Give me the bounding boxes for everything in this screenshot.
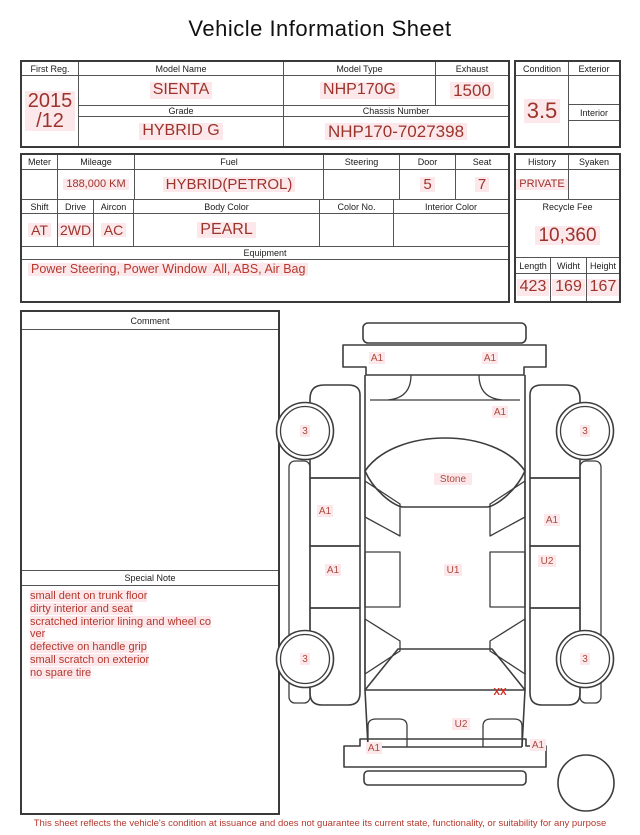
svg-text:3: 3: [302, 654, 308, 665]
special-note-label: Special Note: [22, 570, 278, 586]
interior-color-label: Interior Color: [394, 200, 508, 214]
exhaust-label: Exhaust: [436, 62, 508, 76]
main-info-table: [20, 60, 510, 148]
marker-front-bumper-right: [482, 352, 498, 364]
steering-value: [324, 170, 400, 200]
history-label: History: [516, 155, 569, 170]
marker-rear-left-door: [325, 564, 341, 576]
marker-rear-bumper-left: [366, 742, 382, 754]
height-value: 167: [587, 274, 619, 301]
body-side-lines: [365, 375, 525, 690]
color-no-value: [320, 214, 394, 247]
special-note-line: ver: [30, 628, 46, 641]
marker-rear-right-door: [538, 555, 556, 567]
syaken-value: [569, 170, 619, 200]
shift-label: Shift: [22, 200, 58, 214]
aircon-label: Aircon: [94, 200, 134, 214]
steering-label: Steering: [324, 155, 400, 170]
special-note-line: scratched interior lining and wheel co: [30, 615, 211, 628]
condition-panel: [514, 60, 621, 148]
first-reg-label: First Reg.: [22, 62, 79, 76]
history-panel: [514, 153, 621, 303]
marker-roof: [444, 564, 462, 576]
marker-front-right-wheel: [580, 425, 590, 437]
left-headlight: [388, 375, 411, 400]
door-value: 5: [400, 170, 456, 200]
recycle-fee-value: 10,360: [516, 214, 619, 258]
marker-rear-bumper-right: [530, 739, 546, 751]
interior-value: [569, 121, 619, 146]
recycle-fee-label: Recycle Fee: [542, 202, 593, 212]
svg-text:3: 3: [302, 426, 308, 437]
exterior-value: [569, 76, 619, 105]
exterior-label: Exterior: [569, 62, 619, 76]
marker-front-right-door: [544, 514, 560, 526]
body-color-value: PEARL: [134, 214, 320, 247]
meter-label: Meter: [22, 155, 58, 170]
special-note-line: small dent on trunk floor: [30, 590, 148, 602]
equipment-value: Power Steering, Power Window All, ABS, Air Bag: [22, 260, 508, 303]
marker-rear-hatch: [452, 718, 470, 730]
special-note-line: no spare tire: [30, 666, 92, 679]
drive-label: Drive: [58, 200, 94, 214]
left-side-window: [365, 552, 400, 607]
disclaimer-text: This sheet reflects the vehicle's condition at issuance and does not guarantee its current state, functionality, or suitability for any purpose: [33, 818, 607, 829]
marker-front-left-wheel: [300, 425, 310, 437]
marker-rear-left-wheel: [300, 653, 310, 665]
left-a-pillar-window: [365, 481, 400, 536]
model-type-label: Model Type: [284, 62, 436, 76]
fuel-label: Fuel: [135, 155, 324, 170]
length-value: 423: [516, 274, 551, 301]
right-c-pillar-window: [490, 619, 525, 674]
color-no-label: Color No.: [320, 200, 394, 214]
mileage-value: 188,000 KM: [58, 170, 135, 200]
model-name-value: SIENTA: [79, 76, 284, 106]
marker-rear-right-wheel: [580, 653, 590, 665]
right-a-pillar-window: [490, 481, 525, 536]
svg-text:A1: A1: [493, 407, 507, 418]
right-taillight: [483, 719, 522, 747]
fuel-value: HYBRID(PETROL): [135, 170, 324, 200]
rear-bumper-strip: [364, 771, 526, 785]
svg-text:3: 3: [582, 426, 588, 437]
seat-value: 7: [456, 170, 508, 200]
svg-text:A1: A1: [545, 515, 559, 526]
rear-left-door-panel: [310, 546, 360, 608]
special-note-line: defective on handle grip: [30, 641, 147, 654]
marker-rear-window-damage: [493, 687, 507, 698]
exhaust-value: 1500: [436, 76, 508, 106]
seat-label: Seat: [456, 155, 508, 170]
mileage-label: Mileage: [58, 155, 135, 170]
grade-value: HYBRID G: [79, 117, 284, 146]
special-note-line: dirty interior and seat: [30, 602, 133, 615]
front-right-door-panel: [530, 478, 580, 546]
svg-text:A1: A1: [531, 740, 545, 751]
width-label: Widht: [551, 258, 587, 274]
interior-label: Interior: [569, 105, 619, 121]
marker-hood-right: [492, 406, 508, 418]
equipment-label: Equipment: [22, 247, 508, 260]
interior-color-value: [394, 214, 508, 247]
door-label: Door: [400, 155, 456, 170]
svg-text:U2: U2: [540, 556, 554, 567]
left-c-pillar-window: [365, 619, 400, 674]
svg-text:3: 3: [582, 654, 588, 665]
history-value: PRIVATE: [516, 170, 569, 200]
marker-front-bumper-left: [369, 352, 385, 364]
meter-value: [22, 170, 58, 200]
page-title: Vehicle Information Sheet: [188, 16, 452, 41]
width-value: 169: [551, 274, 587, 301]
aircon-value: AC: [94, 214, 134, 247]
chassis-number-label: Chassis Number: [284, 106, 508, 117]
right-headlight: [479, 375, 502, 400]
special-note-area: [22, 586, 278, 684]
svg-text:A1: A1: [370, 353, 384, 364]
svg-text:U1: U1: [446, 565, 460, 576]
first-reg-value: 2015 /12: [22, 76, 79, 146]
svg-text:A1: A1: [483, 353, 497, 364]
car-damage-diagram: [272, 315, 640, 812]
body-color-label: Body Color: [134, 200, 320, 214]
svg-text:A1: A1: [326, 565, 340, 576]
model-type-value: NHP170G: [284, 76, 436, 106]
model-name-label: Model Name: [79, 62, 284, 76]
svg-text:Stone: Stone: [439, 474, 467, 485]
spare-tire: [558, 755, 614, 811]
length-label: Length: [516, 258, 551, 274]
condition-value: 3.5: [516, 76, 569, 146]
spec-table: [20, 153, 510, 303]
comment-label: Comment: [22, 312, 278, 330]
syaken-label: Syaken: [569, 155, 619, 170]
grade-label: Grade: [79, 106, 284, 117]
svg-text:U2: U2: [454, 719, 468, 730]
marker-front-left-door: [317, 505, 333, 517]
marker-windshield: [434, 473, 472, 485]
comment-area: [22, 330, 278, 570]
svg-text:A1: A1: [318, 506, 332, 517]
comment-box: [20, 310, 280, 815]
svg-text:A1: A1: [367, 743, 381, 754]
front-bumper-strip: [363, 323, 526, 343]
drive-value: 2WD: [58, 214, 94, 247]
rear-window: [365, 649, 525, 690]
shift-value: AT: [22, 214, 58, 247]
height-label: Height: [587, 258, 619, 274]
chassis-number-value: NHP170-7027398: [284, 117, 508, 146]
condition-label: Condition: [516, 62, 569, 76]
special-note-line: small scratch on exterior: [30, 653, 150, 666]
svg-text:XX: XX: [493, 687, 507, 698]
right-side-window: [490, 552, 525, 607]
